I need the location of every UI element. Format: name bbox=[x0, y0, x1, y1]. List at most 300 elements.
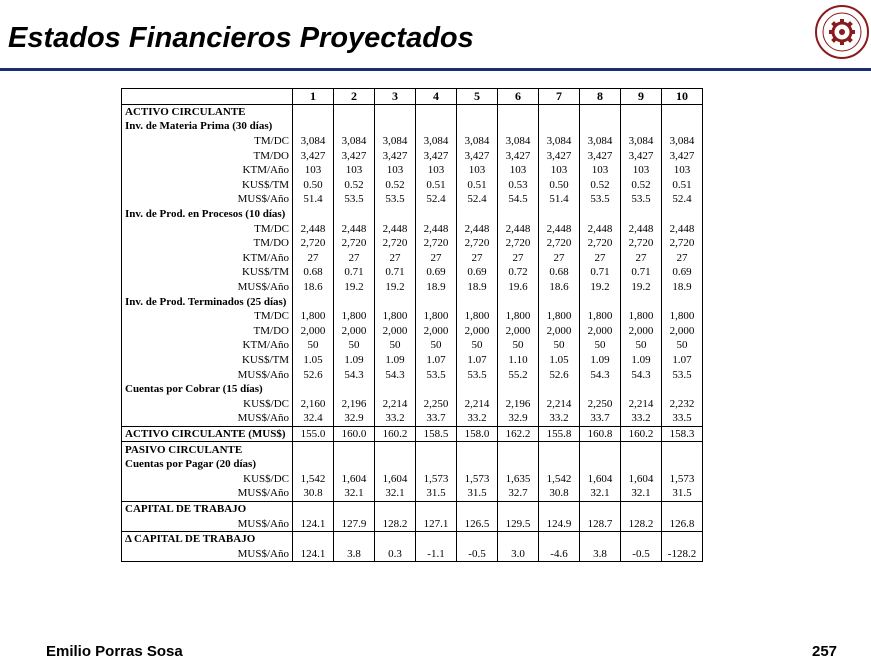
cell-value: 1,800 bbox=[662, 309, 703, 324]
cell-value: 52.4 bbox=[457, 192, 498, 207]
row-unit-label: TM/DO bbox=[122, 324, 293, 339]
cell-value: 2,720 bbox=[662, 236, 703, 251]
cell-value: 27 bbox=[498, 251, 539, 266]
cell-value: 27 bbox=[621, 251, 662, 266]
row-unit-label: MUS$/Año bbox=[122, 516, 293, 531]
cell-value bbox=[416, 457, 457, 472]
cell-value bbox=[662, 119, 703, 134]
cell-value: 3,427 bbox=[416, 148, 457, 163]
cell-value: 50 bbox=[416, 338, 457, 353]
cell-value bbox=[457, 457, 498, 472]
cell-value: 2,448 bbox=[293, 221, 334, 236]
cell-value: 160.8 bbox=[580, 426, 621, 442]
cell-value: 52.4 bbox=[416, 192, 457, 207]
cell-value bbox=[416, 501, 457, 516]
cell-value: 1,800 bbox=[539, 309, 580, 324]
university-seal-logo bbox=[814, 4, 870, 60]
table-row bbox=[122, 309, 703, 324]
cell-value: 50 bbox=[498, 338, 539, 353]
cell-value: 0.51 bbox=[416, 178, 457, 193]
cell-value bbox=[539, 457, 580, 472]
cell-value bbox=[457, 294, 498, 309]
cell-value: 3.8 bbox=[580, 546, 621, 561]
table-row bbox=[122, 546, 703, 561]
cell-value: 1,573 bbox=[457, 471, 498, 486]
cell-value bbox=[580, 442, 621, 457]
column-header-7: 7 bbox=[539, 89, 580, 105]
cell-value: 155.8 bbox=[539, 426, 580, 442]
cell-value: 124.9 bbox=[539, 516, 580, 531]
cell-value: 3,427 bbox=[621, 148, 662, 163]
table-row bbox=[122, 134, 703, 149]
cell-value: 3,084 bbox=[498, 134, 539, 149]
cell-value: 31.5 bbox=[457, 486, 498, 501]
cell-value: 32.1 bbox=[334, 486, 375, 501]
row-unit-label: KTM/Año bbox=[122, 338, 293, 353]
cell-value: 18.9 bbox=[662, 280, 703, 295]
column-header-6: 6 bbox=[498, 89, 539, 105]
column-header-1: 1 bbox=[293, 89, 334, 105]
row-unit-label: MUS$/Año bbox=[122, 486, 293, 501]
cell-value bbox=[375, 457, 416, 472]
cell-value: 2,214 bbox=[539, 396, 580, 411]
cell-value: 2,000 bbox=[621, 324, 662, 339]
cell-value: 1,542 bbox=[539, 471, 580, 486]
table-row bbox=[122, 324, 703, 339]
cell-value bbox=[375, 442, 416, 457]
cell-value: 50 bbox=[457, 338, 498, 353]
row-unit-label: MUS$/Año bbox=[122, 192, 293, 207]
cell-value: 3,084 bbox=[539, 134, 580, 149]
cell-value: 54.3 bbox=[375, 367, 416, 382]
section-header-row bbox=[122, 442, 703, 457]
section-label: Cuentas por Pagar (20 días) bbox=[122, 457, 293, 472]
cell-value: -0.5 bbox=[621, 546, 662, 561]
cell-value: 32.9 bbox=[498, 411, 539, 426]
cell-value: 52.6 bbox=[293, 367, 334, 382]
cell-value bbox=[457, 531, 498, 546]
cell-value: 2,720 bbox=[375, 236, 416, 251]
cell-value: 1.10 bbox=[498, 353, 539, 368]
cell-value bbox=[498, 119, 539, 134]
section-header-row bbox=[122, 104, 703, 119]
cell-value: 124.1 bbox=[293, 546, 334, 561]
cell-value: 19.6 bbox=[498, 280, 539, 295]
cell-value: 1,800 bbox=[334, 309, 375, 324]
cell-value bbox=[662, 442, 703, 457]
row-unit-label: KUS$/DC bbox=[122, 396, 293, 411]
cell-value bbox=[293, 457, 334, 472]
column-header-5: 5 bbox=[457, 89, 498, 105]
cell-value: 51.4 bbox=[539, 192, 580, 207]
cell-value: 0.50 bbox=[293, 178, 334, 193]
cell-value: 0.53 bbox=[498, 178, 539, 193]
cell-value bbox=[580, 294, 621, 309]
cell-value: 2,720 bbox=[457, 236, 498, 251]
cell-value: 53.5 bbox=[457, 367, 498, 382]
cell-value: 27 bbox=[580, 251, 621, 266]
table-row bbox=[122, 265, 703, 280]
cell-value: 162.2 bbox=[498, 426, 539, 442]
row-unit-label: MUS$/Año bbox=[122, 280, 293, 295]
cell-value: 1,800 bbox=[621, 309, 662, 324]
cell-value bbox=[334, 531, 375, 546]
table-row bbox=[122, 338, 703, 353]
table-row bbox=[122, 411, 703, 426]
cell-value bbox=[539, 501, 580, 516]
table-row bbox=[122, 192, 703, 207]
table-row bbox=[122, 353, 703, 368]
cell-value: 2,000 bbox=[498, 324, 539, 339]
cell-value: 103 bbox=[416, 163, 457, 178]
cell-value: 33.7 bbox=[580, 411, 621, 426]
cell-value bbox=[375, 382, 416, 397]
row-unit-label: TM/DC bbox=[122, 134, 293, 149]
cell-value: 2,720 bbox=[539, 236, 580, 251]
cell-value bbox=[334, 119, 375, 134]
cell-value bbox=[293, 104, 334, 119]
cell-value: 18.6 bbox=[539, 280, 580, 295]
cell-value: 3,427 bbox=[539, 148, 580, 163]
cell-value: 2,720 bbox=[498, 236, 539, 251]
cell-value: 103 bbox=[498, 163, 539, 178]
cell-value: 2,448 bbox=[662, 221, 703, 236]
title-underline bbox=[0, 68, 871, 71]
table-row bbox=[122, 367, 703, 382]
cell-value: 2,214 bbox=[457, 396, 498, 411]
cell-value: -0.5 bbox=[457, 546, 498, 561]
cell-value: 53.5 bbox=[662, 367, 703, 382]
cell-value bbox=[457, 442, 498, 457]
cell-value: 103 bbox=[621, 163, 662, 178]
cell-value: 2,000 bbox=[457, 324, 498, 339]
cell-value: 0.50 bbox=[539, 178, 580, 193]
row-unit-label: KTM/Año bbox=[122, 251, 293, 266]
cell-value bbox=[375, 119, 416, 134]
cell-value: 103 bbox=[375, 163, 416, 178]
cell-value bbox=[621, 207, 662, 222]
cell-value: 33.2 bbox=[457, 411, 498, 426]
cell-value bbox=[662, 104, 703, 119]
section-label: Cuentas por Cobrar (15 días) bbox=[122, 382, 293, 397]
cell-value: 0.51 bbox=[662, 178, 703, 193]
column-header-4: 4 bbox=[416, 89, 457, 105]
cell-value: 3,427 bbox=[662, 148, 703, 163]
cell-value bbox=[334, 501, 375, 516]
cell-value: 0.71 bbox=[580, 265, 621, 280]
cell-value: 52.4 bbox=[662, 192, 703, 207]
cell-value: 0.52 bbox=[621, 178, 662, 193]
cell-value: 1,800 bbox=[416, 309, 457, 324]
cell-value bbox=[621, 501, 662, 516]
cell-value: 126.8 bbox=[662, 516, 703, 531]
financial-projection-table bbox=[121, 88, 703, 562]
cell-value bbox=[498, 382, 539, 397]
cell-value: 1,573 bbox=[662, 471, 703, 486]
cell-value: 2,448 bbox=[375, 221, 416, 236]
table-row bbox=[122, 163, 703, 178]
cell-value bbox=[621, 442, 662, 457]
cell-value: 33.7 bbox=[416, 411, 457, 426]
cell-value: 0.71 bbox=[621, 265, 662, 280]
cell-value bbox=[334, 457, 375, 472]
cell-value: 30.8 bbox=[293, 486, 334, 501]
cell-value: 2,160 bbox=[293, 396, 334, 411]
cell-value: 2,250 bbox=[416, 396, 457, 411]
cell-value: 19.2 bbox=[621, 280, 662, 295]
cell-value: 19.2 bbox=[375, 280, 416, 295]
cell-value: 2,232 bbox=[662, 396, 703, 411]
cell-value: 160.2 bbox=[375, 426, 416, 442]
cell-value: 103 bbox=[293, 163, 334, 178]
cell-value bbox=[416, 294, 457, 309]
cell-value bbox=[498, 457, 539, 472]
cell-value: 0.52 bbox=[334, 178, 375, 193]
cell-value: 3,427 bbox=[580, 148, 621, 163]
cell-value bbox=[498, 294, 539, 309]
cell-value bbox=[580, 207, 621, 222]
cell-value bbox=[293, 119, 334, 134]
cell-value: 2,448 bbox=[621, 221, 662, 236]
header-corner bbox=[122, 89, 293, 105]
cell-value: 53.5 bbox=[375, 192, 416, 207]
row-unit-label: KUS$/TM bbox=[122, 353, 293, 368]
column-header-2: 2 bbox=[334, 89, 375, 105]
cell-value: 3,427 bbox=[293, 148, 334, 163]
cell-value: 27 bbox=[416, 251, 457, 266]
cell-value: 51.4 bbox=[293, 192, 334, 207]
cell-value: 27 bbox=[662, 251, 703, 266]
cell-value bbox=[416, 442, 457, 457]
cell-value: 3,427 bbox=[334, 148, 375, 163]
cell-value: 103 bbox=[580, 163, 621, 178]
cell-value: 1,604 bbox=[334, 471, 375, 486]
cell-value bbox=[416, 382, 457, 397]
cell-value: 103 bbox=[334, 163, 375, 178]
cell-value: 0.51 bbox=[457, 178, 498, 193]
cell-value: 0.52 bbox=[375, 178, 416, 193]
cell-value: 27 bbox=[539, 251, 580, 266]
cell-value: 2,196 bbox=[334, 396, 375, 411]
cell-value: 33.2 bbox=[539, 411, 580, 426]
cell-value bbox=[293, 294, 334, 309]
section-label: ACTIVO CIRCULANTE (MUS$) bbox=[122, 426, 293, 442]
cell-value: 18.9 bbox=[416, 280, 457, 295]
cell-value bbox=[375, 294, 416, 309]
cell-value: 103 bbox=[457, 163, 498, 178]
cell-value: 2,250 bbox=[580, 396, 621, 411]
cell-value: 1,604 bbox=[580, 471, 621, 486]
cell-value bbox=[416, 119, 457, 134]
cell-value bbox=[375, 104, 416, 119]
section-label: ACTIVO CIRCULANTE bbox=[122, 104, 293, 119]
table-header-row bbox=[122, 89, 703, 105]
cell-value bbox=[621, 457, 662, 472]
page-title: Estados Financieros Proyectados bbox=[8, 22, 474, 54]
cell-value: 54.3 bbox=[580, 367, 621, 382]
cell-value: 128.7 bbox=[580, 516, 621, 531]
cell-value: 1,800 bbox=[457, 309, 498, 324]
cell-value: 1.07 bbox=[416, 353, 457, 368]
cell-value: 3.0 bbox=[498, 546, 539, 561]
cell-value: 1.09 bbox=[580, 353, 621, 368]
cell-value: 129.5 bbox=[498, 516, 539, 531]
page-number: 257 bbox=[812, 643, 838, 660]
column-header-3: 3 bbox=[375, 89, 416, 105]
cell-value: 2,000 bbox=[416, 324, 457, 339]
cell-value: 32.1 bbox=[621, 486, 662, 501]
cell-value: 53.5 bbox=[334, 192, 375, 207]
cell-value: 124.1 bbox=[293, 516, 334, 531]
cell-value bbox=[621, 294, 662, 309]
cell-value: 3,427 bbox=[457, 148, 498, 163]
row-unit-label: MUS$/Año bbox=[122, 367, 293, 382]
section-label: Inv. de Materia Prima (30 días) bbox=[122, 119, 293, 134]
cell-value: 2,720 bbox=[416, 236, 457, 251]
cell-value: 3,084 bbox=[375, 134, 416, 149]
total-row bbox=[122, 426, 703, 442]
table-row bbox=[122, 148, 703, 163]
cell-value bbox=[621, 104, 662, 119]
cell-value: 50 bbox=[293, 338, 334, 353]
cell-value bbox=[375, 531, 416, 546]
cell-value bbox=[621, 119, 662, 134]
cell-value: 3,084 bbox=[293, 134, 334, 149]
cell-value: 2,196 bbox=[498, 396, 539, 411]
cell-value: 127.1 bbox=[416, 516, 457, 531]
cell-value bbox=[498, 531, 539, 546]
cell-value: 2,000 bbox=[375, 324, 416, 339]
cell-value bbox=[662, 382, 703, 397]
cell-value bbox=[662, 501, 703, 516]
cell-value: 2,720 bbox=[580, 236, 621, 251]
cell-value: 3,084 bbox=[457, 134, 498, 149]
cell-value: 53.5 bbox=[580, 192, 621, 207]
cell-value: 2,720 bbox=[293, 236, 334, 251]
cell-value: 2,448 bbox=[580, 221, 621, 236]
cell-value: 1,604 bbox=[375, 471, 416, 486]
cell-value bbox=[539, 531, 580, 546]
cell-value: 158.5 bbox=[416, 426, 457, 442]
cell-value bbox=[621, 531, 662, 546]
cell-value: 0.72 bbox=[498, 265, 539, 280]
cell-value: 31.5 bbox=[662, 486, 703, 501]
cell-value bbox=[662, 294, 703, 309]
column-header-10: 10 bbox=[662, 89, 703, 105]
cell-value: 18.6 bbox=[293, 280, 334, 295]
section-header-row bbox=[122, 382, 703, 397]
section-header-row bbox=[122, 531, 703, 546]
table-row bbox=[122, 251, 703, 266]
cell-value bbox=[621, 382, 662, 397]
cell-value bbox=[293, 531, 334, 546]
cell-value: 1,800 bbox=[375, 309, 416, 324]
table-row bbox=[122, 516, 703, 531]
section-header-row bbox=[122, 207, 703, 222]
cell-value: 160.0 bbox=[334, 426, 375, 442]
cell-value: 2,000 bbox=[539, 324, 580, 339]
cell-value: 158.0 bbox=[457, 426, 498, 442]
cell-value bbox=[416, 531, 457, 546]
table-row bbox=[122, 471, 703, 486]
cell-value: 2,448 bbox=[539, 221, 580, 236]
table-row bbox=[122, 178, 703, 193]
cell-value bbox=[539, 442, 580, 457]
cell-value bbox=[416, 104, 457, 119]
cell-value: 50 bbox=[375, 338, 416, 353]
section-header-row bbox=[122, 119, 703, 134]
section-label: CAPITAL DE TRABAJO bbox=[122, 501, 293, 516]
cell-value: 0.69 bbox=[457, 265, 498, 280]
cell-value bbox=[293, 382, 334, 397]
cell-value: 54.5 bbox=[498, 192, 539, 207]
cell-value bbox=[334, 442, 375, 457]
cell-value bbox=[662, 531, 703, 546]
cell-value: 0.69 bbox=[662, 265, 703, 280]
cell-value: 54.3 bbox=[621, 367, 662, 382]
cell-value: 0.71 bbox=[334, 265, 375, 280]
cell-value: 19.2 bbox=[334, 280, 375, 295]
row-unit-label: MUS$/Año bbox=[122, 546, 293, 561]
cell-value bbox=[580, 531, 621, 546]
cell-value: 50 bbox=[621, 338, 662, 353]
cell-value: 2,000 bbox=[662, 324, 703, 339]
column-header-8: 8 bbox=[580, 89, 621, 105]
cell-value bbox=[498, 207, 539, 222]
cell-value: 2,448 bbox=[498, 221, 539, 236]
cell-value: -4.6 bbox=[539, 546, 580, 561]
cell-value bbox=[539, 104, 580, 119]
cell-value bbox=[539, 207, 580, 222]
cell-value: 1.05 bbox=[293, 353, 334, 368]
cell-value bbox=[334, 294, 375, 309]
cell-value: 50 bbox=[539, 338, 580, 353]
row-unit-label: KUS$/TM bbox=[122, 178, 293, 193]
cell-value bbox=[334, 382, 375, 397]
cell-value: 27 bbox=[293, 251, 334, 266]
cell-value bbox=[334, 207, 375, 222]
cell-value: 32.9 bbox=[334, 411, 375, 426]
table-row bbox=[122, 236, 703, 251]
cell-value bbox=[498, 501, 539, 516]
cell-value bbox=[662, 207, 703, 222]
cell-value: 1,635 bbox=[498, 471, 539, 486]
table-row bbox=[122, 221, 703, 236]
cell-value bbox=[457, 382, 498, 397]
cell-value bbox=[539, 382, 580, 397]
cell-value: 32.4 bbox=[293, 411, 334, 426]
cell-value: 128.2 bbox=[375, 516, 416, 531]
cell-value: 103 bbox=[662, 163, 703, 178]
cell-value bbox=[293, 501, 334, 516]
row-unit-label: TM/DO bbox=[122, 148, 293, 163]
section-label: Inv. de Prod. en Procesos (10 días) bbox=[122, 207, 293, 222]
cell-value: 52.6 bbox=[539, 367, 580, 382]
cell-value: 33.2 bbox=[621, 411, 662, 426]
cell-value bbox=[375, 501, 416, 516]
cell-value: 3.8 bbox=[334, 546, 375, 561]
cell-value: 32.1 bbox=[375, 486, 416, 501]
cell-value: 3,084 bbox=[334, 134, 375, 149]
cell-value: 2,000 bbox=[580, 324, 621, 339]
column-header-9: 9 bbox=[621, 89, 662, 105]
section-label: PASIVO CIRCULANTE bbox=[122, 442, 293, 457]
cell-value: 1.07 bbox=[457, 353, 498, 368]
cell-value: 2,000 bbox=[334, 324, 375, 339]
cell-value: 3,084 bbox=[621, 134, 662, 149]
cell-value: 3,084 bbox=[416, 134, 457, 149]
cell-value: 54.3 bbox=[334, 367, 375, 382]
